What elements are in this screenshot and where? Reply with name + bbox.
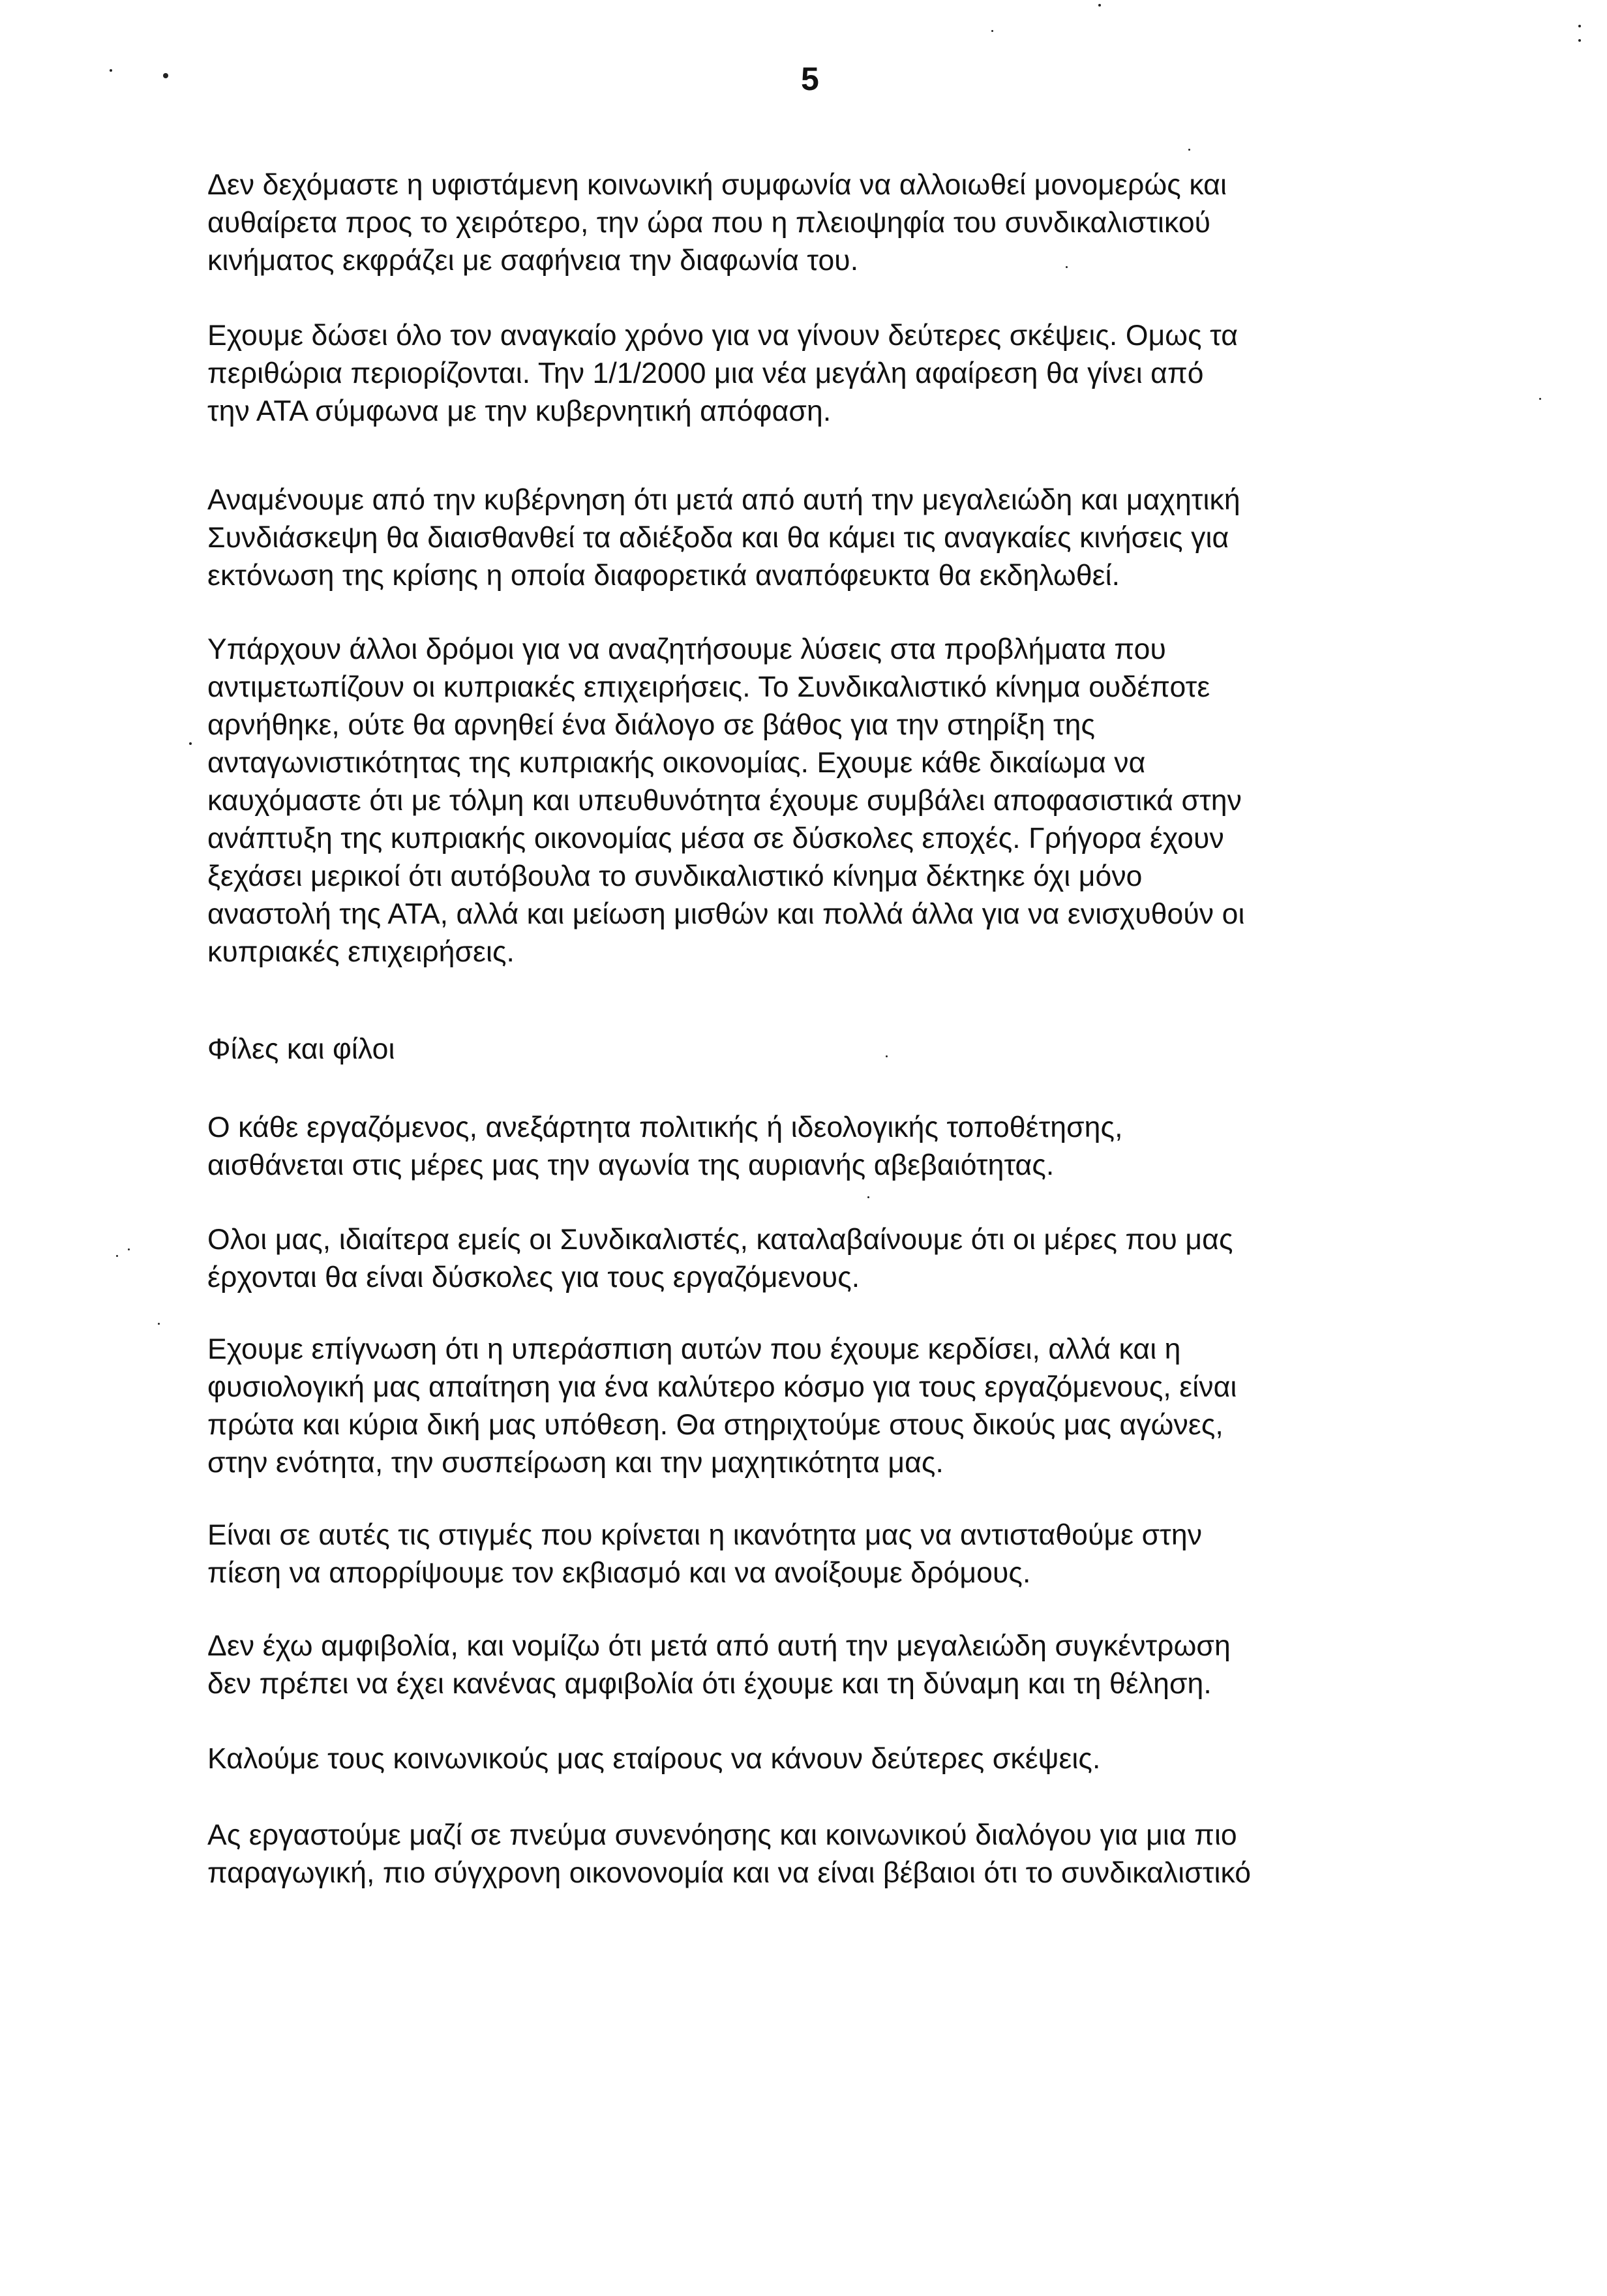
text-line: Εχουμε δώσει όλο τον αναγκαίο χρόνο για να γίνουν δεύτερες σκέψεις. Ομως τα	[207, 320, 1239, 352]
scan-speck	[110, 69, 112, 72]
text-line: Είναι σε αυτές τις στιγμές που κρίνεται η ικανότητα μας να αντισταθούμε στην	[207, 1519, 1203, 1551]
text-line: Δεν δεχόμαστε η υφιστάμενη κοινωνική συμφωνία να αλλοιωθεί μονομερώς και	[207, 169, 1227, 201]
paragraph	[207, 166, 1486, 280]
text-line: ανταγωνιστικότητας της κυπριακής οικονομίας. Εχουμε κάθε δικαίωμα να	[207, 747, 1146, 779]
scan-speck	[1578, 25, 1581, 27]
text-line: κυπριακές επιχειρήσεις.	[207, 936, 515, 968]
scan-speck	[163, 73, 168, 78]
scan-speck	[867, 1196, 869, 1198]
text-line: αισθάνεται στις μέρες μας την αγωνία της αυριανής αβεβαιότητας.	[207, 1149, 1055, 1181]
text-line: αντιμετωπίζουν οι κυπριακές επιχειρήσεις. Το Συνδικαλιστικό κίνημα ουδέποτε	[207, 671, 1210, 703]
text-line: πρώτα και κύρια δική μας υπόθεση. Θα στηριχτούμε στους δικούς μας αγώνες,	[207, 1409, 1224, 1441]
salutation	[207, 1031, 1486, 1068]
text-line: Αναμένουμε από την κυβέρνηση ότι μετά από αυτή την μεγαλειώδη και μαχητική	[207, 484, 1240, 516]
text-line: Ας εργαστούμε μαζί σε πνεύμα συνενόησης και κοινωνικού διαλόγου για μια πιο	[207, 1819, 1237, 1851]
text-line: Φίλες και φίλοι	[207, 1033, 395, 1065]
text-line: περιθώρια περιορίζονται. Την 1/1/2000 μια νέα μεγάλη αφαίρεση θα γίνει από	[207, 357, 1204, 389]
scan-speck	[128, 1248, 130, 1250]
paragraph	[207, 1331, 1486, 1482]
text-line: ξεχάσει μερικοί ότι αυτόβουλα το συνδικαλιστικό κίνημα δέκτηκε όχι μόνο	[207, 860, 1143, 892]
scan-speck	[1539, 398, 1541, 400]
scan-speck	[886, 1055, 888, 1057]
text-line: Υπάρχουν άλλοι δρόμοι για να αναζητήσουμε λύσεις στα προβλήματα που	[207, 633, 1166, 665]
text-line: αναστολή της ΑΤΑ, αλλά και μείωση μισθών και πολλά άλλα για να ενισχυθούν οι	[207, 898, 1245, 930]
text-line: φυσιολογική μας απαίτηση για ένα καλύτερο κόσμο για τους εργαζόμενους, είναι	[207, 1371, 1237, 1403]
scan-speck	[1578, 39, 1581, 42]
text-line: καυχόμαστε ότι με τόλμη και υπευθυνότητα έχουμε συμβάλει αποφασιστικά στην	[207, 785, 1242, 817]
scan-speck	[189, 742, 192, 745]
scan-speck	[158, 1323, 160, 1325]
paragraph	[207, 1627, 1486, 1703]
scan-speck	[1066, 266, 1068, 268]
paragraph	[207, 1740, 1486, 1778]
text-line: αυθαίρετα προς το χειρότερο, την ώρα που η πλειοψηφία του συνδικαλιστικού	[207, 207, 1211, 239]
text-line: Εχουμε επίγνωση ότι η υπεράσπιση αυτών που έχουμε κερδίσει, αλλά και η	[207, 1333, 1181, 1365]
paragraph	[207, 481, 1486, 595]
text-line: Συνδιάσκεψη θα διαισθανθεί τα αδιέξοδα και θα κάμει τις αναγκαίες κινήσεις για	[207, 522, 1229, 554]
scan-speck	[991, 30, 993, 32]
paragraph	[207, 317, 1486, 430]
scan-speck	[116, 1255, 118, 1257]
text-line: Δεν έχω αμφιβολία, και νομίζω ότι μετά από αυτή την μεγαλειώδη συγκέντρωση	[207, 1630, 1231, 1662]
text-line: παραγωγική, πιο σύγχρονη οικονονομία και να είναι βέβαιοι ότι το συνδικαλιστικό	[207, 1857, 1252, 1889]
scan-speck	[1188, 149, 1190, 151]
scan-speck	[1098, 4, 1101, 7]
text-line: στην ενότητα, την συσπείρωση και την μαχητικότητα μας.	[207, 1447, 944, 1479]
text-line: αρνήθηκε, ούτε θα αρνηθεί ένα διάλογο σε βάθος για την στηρίξη της	[207, 709, 1096, 741]
paragraph	[207, 1817, 1486, 1892]
text-line: Ο κάθε εργαζόμενος, ανεξάρτητα πολιτικής ή ιδεολογικής τοποθέτησης,	[207, 1111, 1123, 1143]
text-line: εκτόνωση της κρίσης η οποία διαφορετικά αναπόφευκτα θα εκδηλωθεί.	[207, 560, 1120, 592]
paragraph	[207, 631, 1486, 971]
text-line: Καλούμε τους κοινωνικούς μας εταίρους να κάνουν δεύτερες σκέψεις.	[207, 1743, 1101, 1775]
paragraph	[207, 1517, 1486, 1592]
text-line: πίεση να απορρίψουμε τον εκβιασμό και να ανοίξουμε δρόμους.	[207, 1557, 1031, 1589]
text-line: έρχονται θα είναι δύσκολες για τους εργαζόμενους.	[207, 1261, 860, 1293]
text-line: ανάπτυξη της κυπριακής οικονομίας μέσα σε δύσκολες εποχές. Γρήγορα έχουν	[207, 823, 1224, 854]
page-number: 5	[801, 61, 819, 97]
text-line: την ΑΤΑ σύμφωνα με την κυβερνητική απόφαση.	[207, 395, 832, 427]
paragraph	[207, 1221, 1486, 1297]
text-line: δεν πρέπει να έχει κανένας αμφιβολία ότι έχουμε και τη δύναμη και τη θέληση.	[207, 1668, 1212, 1700]
text-line: κινήματος εκφράζει με σαφήνεια την διαφωνία του.	[207, 245, 859, 277]
paragraph	[207, 1109, 1486, 1185]
text-line: Ολοι μας, ιδιαίτερα εμείς οι Συνδικαλιστές, καταλαβαίνουμε ότι οι μέρες που μας	[207, 1224, 1233, 1256]
